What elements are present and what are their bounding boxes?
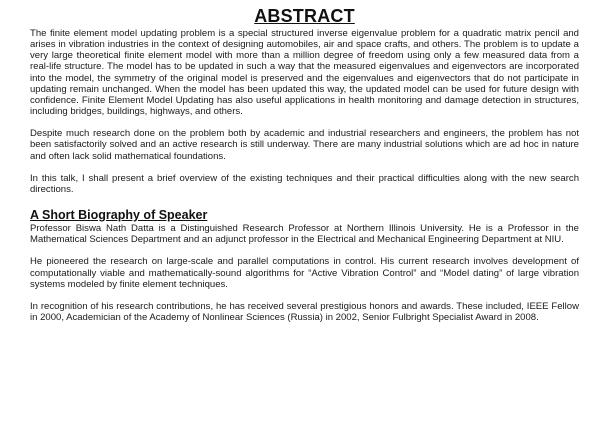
abstract-paragraph-3: In this talk, I shall present a brief overview of the existing techniques and their practical difficulties along with the new search directions. xyxy=(30,172,579,195)
biography-heading: A Short Biography of Speaker xyxy=(30,208,208,223)
biography-paragraph-1: Professor Biswa Nath Datta is a Distinguished Research Professor at Northern Illinois University. He is a Professor in the Mathematical Sciences Department and an adjunct professor in the Electrical and Mechanical Engineering Department at NIU. xyxy=(30,223,579,246)
abstract-paragraph-2: Despite much research done on the problem both by academic and industrial researchers and engineers, the problem has not been satisfactorily solved and an active research is still underway. There are many industrial solutions which are ad hoc in nature and often lack solid mathematical foundations. xyxy=(30,128,579,162)
abstract-heading: ABSTRACT xyxy=(254,6,355,26)
document-page xyxy=(30,6,579,323)
abstract-paragraph-1: The finite element model updating problem is a special structured inverse eigenvalue problem for a quadratic matrix pencil and arises in vibration industries in the context of designing automobiles, air and space crafts, and others. The problem is to update a very large theoretical finite element model with more than a million degree of freedom using only a few measured data from a real-life structure. The model has to be updated in such a way that the measured eigenvalues and eigenvectors are incorporated into the model, the symmetry of the original model is preserved and the eigenvalues and eigenvectors that do not participate in updating remain unchanged. When the model has been updated this way, the updated model can be used for future design with confidence. Finite Element Model Updating has also useful applications in health monitoring and damage detection in structures, including bridges, buildings, highways, and others. xyxy=(30,28,579,118)
biography-paragraph-2: He pioneered the research on large-scale and parallel computations in control. His current research involves development of computationally viable and mathematically-sound algorithms for “Active Vibration Control” and “Model dating” of large vibration systems modeled by finite element techniques. xyxy=(30,256,579,290)
biography-paragraph-3: In recognition of his research contributions, he has received several prestigious honors and awards. These included, IEEE Fellow in 2000, Academician of the Academy of Nonlinear Sciences (Russia) in 2002, Senior Fulbright Specialist Award in 2008. xyxy=(30,300,579,323)
